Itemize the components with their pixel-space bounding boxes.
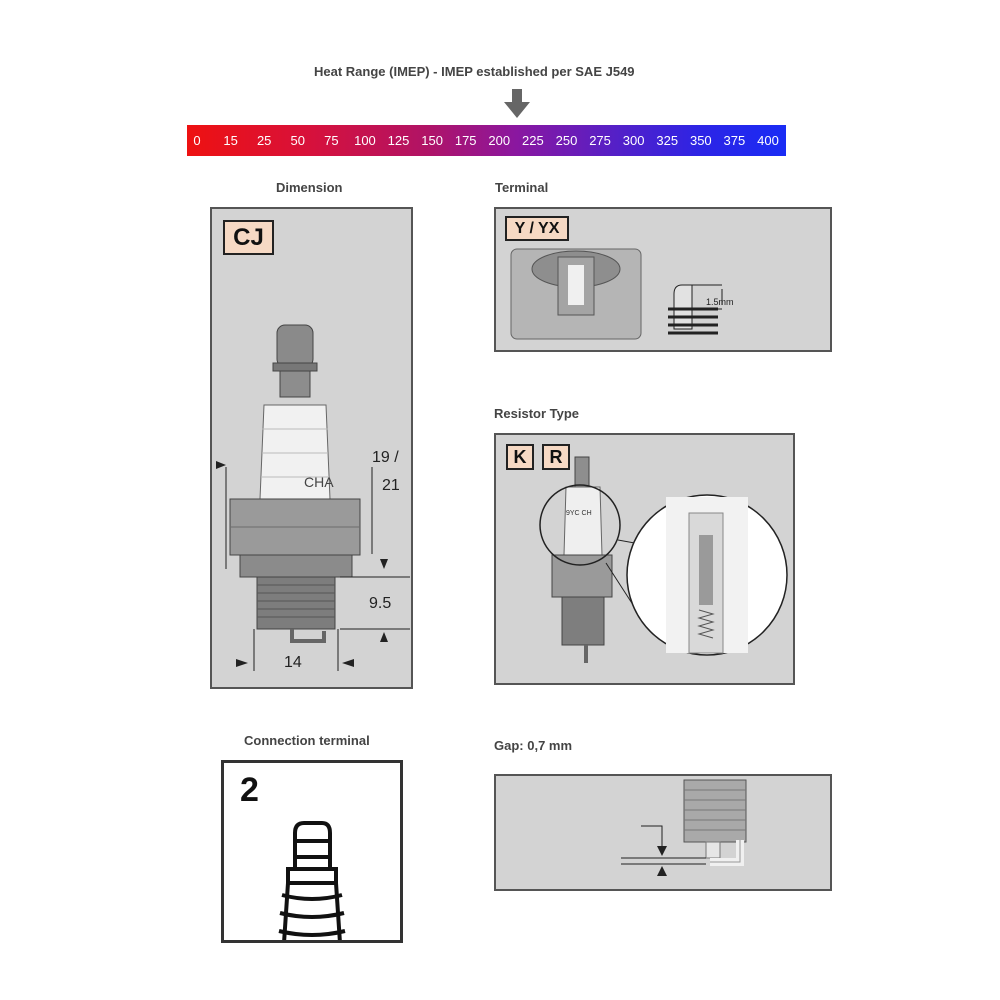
reach-label: 9.5: [369, 595, 392, 612]
heat-range-tick-label: 350: [689, 133, 712, 148]
thread-label: 14: [284, 654, 302, 671]
terminal-title: Terminal: [495, 180, 549, 195]
connection-terminal-panel: [221, 760, 403, 943]
heat-range-tick-label: 275: [589, 133, 611, 148]
dimension-title: Dimension: [276, 180, 343, 195]
terminal-badge: Y / YX: [505, 216, 569, 241]
heat-range-tick-label: 25: [256, 133, 272, 148]
heat-range-tick-label: 375: [723, 133, 746, 148]
heat-range-scale: [187, 125, 786, 156]
heat-range-tick-label: 225: [522, 133, 544, 148]
heat-range-tick-label: 300: [622, 133, 645, 148]
gap-panel: [494, 774, 832, 891]
connection-terminal-icon: [224, 763, 400, 940]
heat-range-tick-label: 325: [656, 133, 679, 148]
gap-illustration: [496, 776, 830, 889]
brand-text: CHA: [304, 474, 334, 490]
gap-title: Gap: 0,7 mm: [494, 738, 573, 753]
heat-range-tick-label: 0: [193, 133, 201, 148]
heat-range-title: Heat Range (IMEP) - IMEP established per SAE J549: [314, 64, 635, 79]
heat-range-tick-label: 175: [454, 133, 477, 148]
connection-terminal-title: Connection terminal: [244, 733, 370, 748]
connection-terminal-number: 2: [240, 771, 259, 809]
dimension-badge: CJ: [223, 220, 274, 255]
resistor-badge-r: R: [542, 444, 570, 470]
heat-range-tick-label: 400: [757, 133, 779, 148]
heat-range-tick-label: 15: [223, 133, 238, 148]
protrusion-label: 1.5mm: [706, 297, 734, 307]
terminal-illustration: [496, 209, 830, 350]
heat-range-tick-label: 200: [488, 133, 511, 148]
heat-range-tick-label: 75: [324, 133, 339, 148]
dimension-panel: [210, 207, 413, 689]
resistor-badge-k: K: [506, 444, 534, 470]
terminal-panel: [494, 207, 832, 352]
resistor-panel: [494, 433, 795, 685]
heat-range-tick-label: 125: [387, 133, 410, 148]
heat-range-tick-label: 50: [290, 133, 305, 148]
resistor-title: Resistor Type: [494, 406, 580, 421]
hex-size-label-top: 19 /: [372, 449, 399, 466]
heat-range-tick-label: 100: [354, 133, 376, 148]
heat-range-marker-arrow-icon: [503, 88, 531, 120]
heat-range-tick-label: 150: [421, 133, 443, 148]
resistor-plug-text: 9YC CH: [566, 510, 592, 517]
spark-plug-illustration: [212, 209, 411, 687]
hex-size-label-bottom: 21: [382, 477, 400, 494]
resistor-illustration: [496, 435, 793, 683]
heat-range-tick-label: 250: [555, 133, 578, 148]
